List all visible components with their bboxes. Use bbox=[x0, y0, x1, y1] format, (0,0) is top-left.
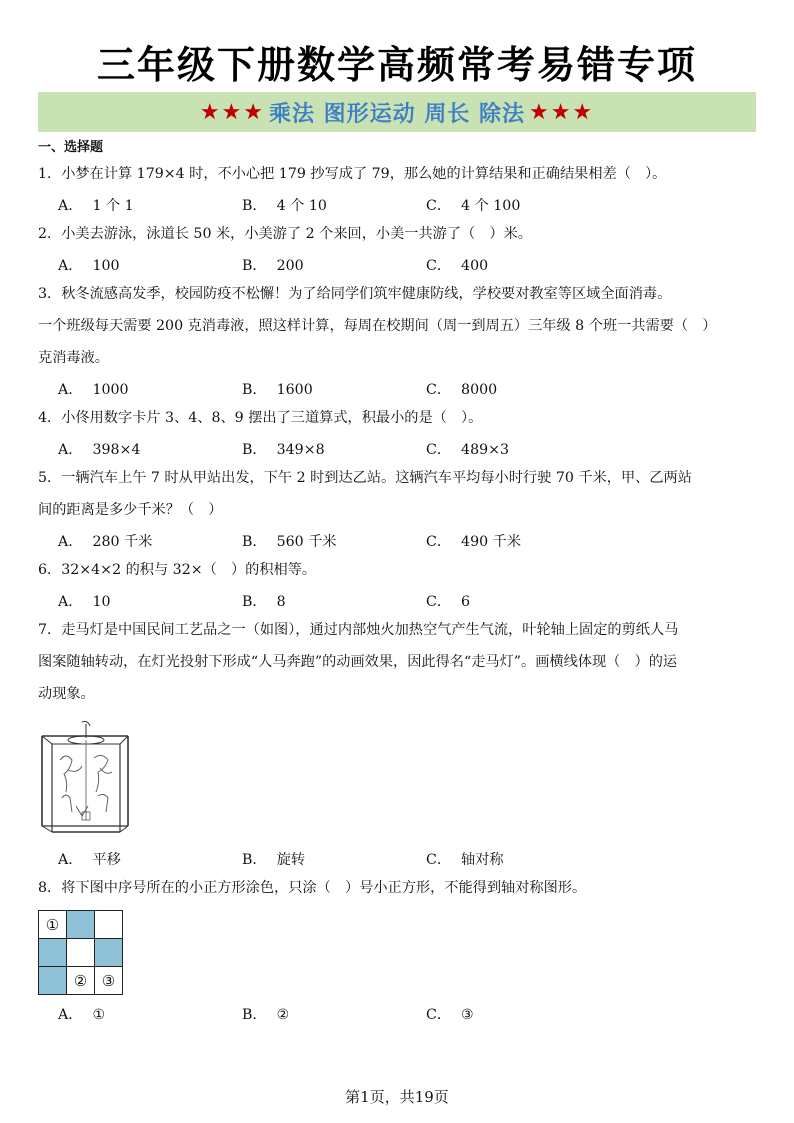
question-text: 7．走马灯是中国民间工艺品之一（如图），通过内部烛火加热空气产生气流，叶轮轴上固定的剪纸人马 bbox=[38, 622, 679, 638]
question-text: 图案随轴转动，在灯光投射下形成“人马奔跑”的动画效果，因此得名“走马灯”。画横线体现（ ）的运 bbox=[38, 654, 678, 670]
option-letter: A． bbox=[58, 852, 83, 868]
option-letter: A． bbox=[58, 534, 83, 550]
square-grid-figure bbox=[38, 910, 123, 995]
question-text: 6．32×4×2 的积与 32×（ ）的积相等。 bbox=[38, 562, 317, 578]
option-c[interactable] bbox=[426, 1005, 610, 1025]
option-a[interactable] bbox=[58, 380, 242, 400]
option-text: 1000 bbox=[92, 382, 129, 398]
option-b[interactable] bbox=[242, 196, 426, 216]
question-2 bbox=[38, 224, 758, 276]
question-text: 克消毒液。 bbox=[38, 350, 109, 366]
grid-cell-shaded bbox=[67, 911, 95, 939]
grid-cell-3: ③ bbox=[95, 967, 123, 995]
question-list bbox=[38, 138, 758, 1033]
option-text: 10 bbox=[92, 594, 111, 610]
option-letter: A． bbox=[58, 594, 83, 610]
option-text: 8000 bbox=[461, 382, 498, 398]
options bbox=[38, 196, 758, 216]
grid-cell bbox=[95, 911, 123, 939]
option-c[interactable] bbox=[426, 532, 610, 552]
option-text: ① bbox=[92, 1007, 106, 1023]
option-letter: C． bbox=[426, 1007, 452, 1023]
option-b[interactable] bbox=[242, 440, 426, 460]
option-letter: A． bbox=[58, 258, 83, 274]
option-letter: A． bbox=[58, 382, 83, 398]
option-letter: B． bbox=[242, 382, 267, 398]
lantern-figure bbox=[38, 720, 134, 838]
grid-cell-1: ① bbox=[39, 911, 67, 939]
option-text: 轴对称 bbox=[461, 852, 504, 868]
option-c[interactable] bbox=[426, 850, 610, 870]
option-text: 平移 bbox=[92, 852, 121, 868]
option-letter: B． bbox=[242, 534, 267, 550]
options bbox=[38, 380, 758, 400]
options bbox=[38, 440, 758, 460]
options bbox=[38, 592, 758, 612]
question-text: 2．小美去游泳，泳道长 50 米，小美游了 2 个来回，小美一共游了（ ）米。 bbox=[38, 226, 532, 242]
option-letter: B． bbox=[242, 442, 267, 458]
option-a[interactable] bbox=[58, 196, 242, 216]
grid-cell-2: ② bbox=[67, 967, 95, 995]
options bbox=[38, 256, 758, 276]
option-text: 280 千米 bbox=[92, 534, 153, 550]
question-1 bbox=[38, 164, 758, 216]
option-text: 4 个 10 bbox=[276, 198, 327, 214]
option-text: ② bbox=[276, 1007, 290, 1023]
option-text: 398×4 bbox=[92, 442, 141, 458]
option-text: 400 bbox=[461, 258, 489, 274]
option-b[interactable] bbox=[242, 380, 426, 400]
option-text: 1600 bbox=[276, 382, 313, 398]
option-text: 旋转 bbox=[276, 852, 306, 868]
grid-cell-shaded bbox=[39, 939, 67, 967]
option-c[interactable] bbox=[426, 196, 610, 216]
option-a[interactable] bbox=[58, 440, 242, 460]
option-a[interactable] bbox=[58, 850, 242, 870]
options bbox=[38, 532, 758, 552]
option-letter: C． bbox=[426, 852, 452, 868]
option-c[interactable] bbox=[426, 592, 610, 612]
question-3 bbox=[38, 284, 758, 400]
option-letter: A． bbox=[58, 442, 83, 458]
question-text: 间的距离是多少千米？（ ） bbox=[38, 502, 223, 518]
option-c[interactable] bbox=[426, 380, 610, 400]
question-8 bbox=[38, 878, 758, 1025]
option-letter: B． bbox=[242, 1007, 267, 1023]
section-title: 一、选择题 bbox=[38, 140, 104, 155]
options bbox=[38, 850, 758, 870]
option-letter: C． bbox=[426, 442, 452, 458]
option-text: 560 千米 bbox=[276, 534, 337, 550]
option-letter: C． bbox=[426, 534, 452, 550]
option-b[interactable] bbox=[242, 850, 426, 870]
option-c[interactable] bbox=[426, 256, 610, 276]
question-text: 8．将下图中序号所在的小正方形涂色，只涂（ ）号小正方形，不能得到轴对称图形。 bbox=[38, 880, 587, 896]
option-a[interactable] bbox=[58, 1005, 242, 1025]
question-text: 5．一辆汽车上午 7 时从甲站出发，下午 2 时到达乙站。这辆汽车平均每小时行驶 70 千米，甲、乙两站 bbox=[38, 470, 692, 486]
option-text: 1 个 1 bbox=[92, 198, 134, 214]
option-a[interactable] bbox=[58, 592, 242, 612]
question-4 bbox=[38, 408, 758, 460]
option-text: 8 bbox=[276, 594, 286, 610]
option-b[interactable] bbox=[242, 532, 426, 552]
stars-left: ★★★ bbox=[199, 99, 265, 125]
grid-cell-shaded bbox=[95, 939, 123, 967]
stars-right: ★★★ bbox=[528, 99, 595, 125]
option-letter: A． bbox=[58, 1007, 83, 1023]
option-b[interactable] bbox=[242, 1005, 426, 1025]
option-a[interactable] bbox=[58, 256, 242, 276]
option-letter: A． bbox=[58, 198, 83, 214]
page-title: 三年级下册数学高频常考易错专项 bbox=[96, 43, 697, 87]
option-letter: C． bbox=[426, 258, 452, 274]
question-6 bbox=[38, 560, 758, 612]
banner-topics: 乘法 图形运动 周长 除法 bbox=[269, 101, 525, 127]
option-text: 100 bbox=[92, 258, 120, 274]
page-number: 第1页，共19页 bbox=[345, 1088, 449, 1106]
option-letter: B． bbox=[242, 594, 267, 610]
option-text: 200 bbox=[276, 258, 304, 274]
option-letter: C． bbox=[426, 198, 452, 214]
option-letter: B． bbox=[242, 852, 267, 868]
question-5 bbox=[38, 468, 758, 552]
grid-cell bbox=[67, 939, 95, 967]
question-7 bbox=[38, 620, 758, 870]
question-text: 4．小佟用数字卡片 3、4、8、9 摆出了三道算式，积最小的是（ ）。 bbox=[38, 410, 483, 426]
question-text: 3．秋冬流感高发季，校园防疫不松懈！为了给同学们筑牢健康防线，学校要对教室等区域全面消毒。 bbox=[38, 286, 672, 302]
option-b[interactable] bbox=[242, 592, 426, 612]
option-c[interactable] bbox=[426, 440, 610, 460]
grid-cell-shaded bbox=[39, 967, 67, 995]
option-letter: B． bbox=[242, 258, 267, 274]
question-text: 动现象。 bbox=[38, 686, 95, 702]
option-text: 489×3 bbox=[461, 442, 510, 458]
option-b[interactable] bbox=[242, 256, 426, 276]
option-text: ③ bbox=[461, 1007, 474, 1023]
option-text: 4 个 100 bbox=[461, 198, 521, 214]
options bbox=[38, 1005, 758, 1025]
option-letter: C． bbox=[426, 594, 452, 610]
option-text: 6 bbox=[461, 594, 471, 610]
question-text: 1．小梦在计算 179×4 时，不小心把 179 抄写成了 79，那么她的计算结果和正确结果相差（ ）。 bbox=[38, 166, 667, 182]
option-letter: C． bbox=[426, 382, 452, 398]
topic-banner bbox=[38, 92, 756, 132]
option-a[interactable] bbox=[58, 532, 242, 552]
option-text: 490 千米 bbox=[461, 534, 522, 550]
question-text: 一个班级每天需要 200 克消毒液，照这样计算，每周在校期间（周一到周五）三年级 8 个班一共需要（ ） bbox=[38, 318, 717, 334]
option-letter: B． bbox=[242, 198, 267, 214]
option-text: 349×8 bbox=[276, 442, 325, 458]
